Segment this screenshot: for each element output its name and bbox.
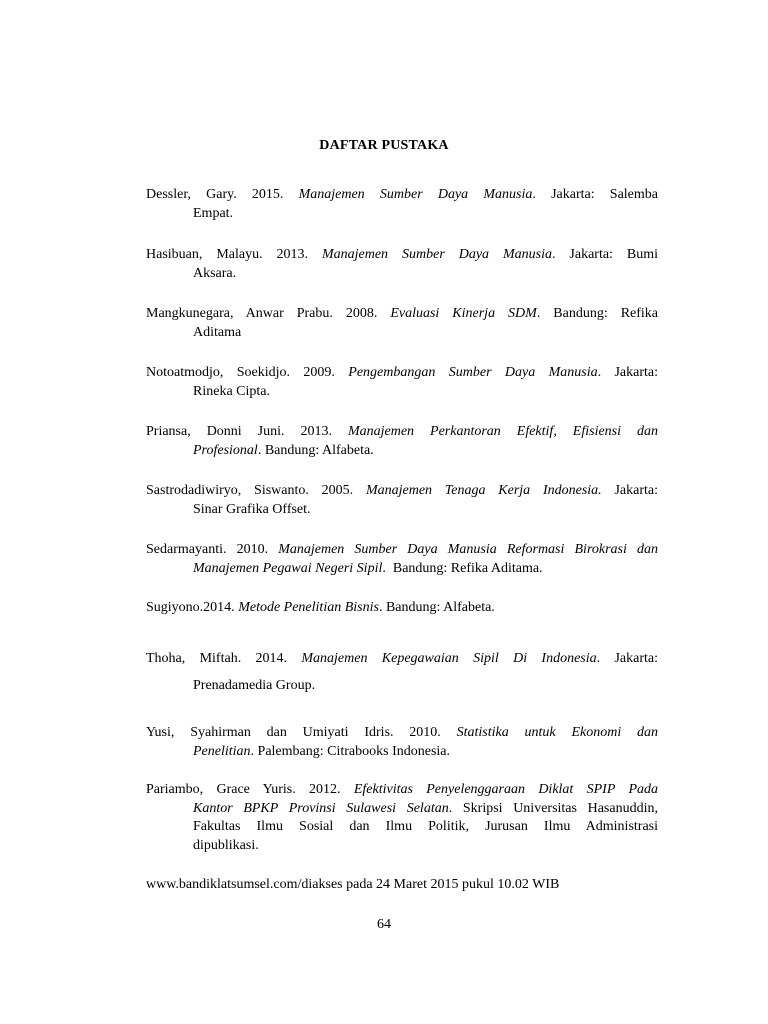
reference-entry [146,423,658,460]
reference-entry [146,541,658,578]
reference-line: www.bandiklatsumsel.com/diakses pada 24 Maret 2015 pukul 10.02 WIB [146,877,560,892]
reference-line [146,423,658,442]
reference-author: Mangkunegara, Anwar Prabu. 2008. [146,306,391,321]
reference-entry [146,482,658,519]
reference-title-continued: Manajemen Pegawai Negeri Sipil [193,560,383,576]
reference-title: Manajemen Tenaga Kerja Indonesia. [365,483,602,498]
reference-publisher: . Palembang: Citrabooks Indonesia. [250,743,451,759]
reference-continuation [146,560,658,579]
reference-publisher: . Jakarta: [596,651,658,666]
reference-continuation: Empat. [193,205,234,221]
reference-continuation: Rineka Cipta. [193,383,270,399]
reference-line [146,246,658,265]
reference-title: Statistika untuk Ekonomi dan [456,725,659,740]
reference-continuation: Fakultas Ilmu Sosial dan Ilmu Politik, Jurusan Ilmu Administrasi [193,819,658,834]
reference-line [146,482,658,501]
reference-title: Metode Penelitian Bisnis [238,600,379,615]
reference-publisher: . Bandung: Refika [536,306,659,321]
reference-author: Hasibuan, Malayu. 2013. [146,247,322,262]
reference-line [146,364,658,383]
reference-entry [146,724,658,761]
reference-entry [146,186,658,223]
reference-author: Notoatmodjo, Soekidjo. 2009. [146,365,349,380]
reference-publisher: . Jakarta: Salemba [532,187,658,202]
reference-title: Manajemen Kepegawaian Sipil Di Indonesia [301,651,597,666]
web-reference [146,876,658,895]
reference-continuation: Prenadamedia Group. [193,677,316,693]
reference-line [146,541,658,560]
reference-author: Priansa, Donni Juni. 2013. [146,424,348,439]
reference-publisher: Jakarta: [601,483,658,498]
page-title: DAFTAR PUSTAKA [319,138,449,153]
reference-line [146,186,658,205]
reference-title-continued: Profesional [193,442,258,458]
reference-author: Thoha, Miftah. 2014. [146,651,302,666]
reference-publisher: . Bandung: Alfabeta. [257,442,374,458]
reference-author: Sugiyono.2014. [146,600,239,615]
page-number: 64 [377,917,391,932]
reference-title: Manajemen Sumber Daya Manusia [298,187,533,202]
reference-publisher: . Bandung: Refika Aditama. [382,560,543,576]
reference-line [146,305,658,324]
reference-author: Sedarmayanti. 2010. [146,542,279,557]
reference-entry [146,246,658,283]
reference-entry [146,364,658,401]
reference-author: Yusi, Syahirman dan Umiyati Idris. 2010. [146,725,457,740]
reference-author: Sastrodadiwiryo, Siswanto. 2005. [146,483,366,498]
reference-title: Efektivitas Penyelenggaraan Diklat SPIP Pada [353,782,658,797]
reference-publisher: . Jakarta: [597,365,658,380]
reference-continuation: dipublikasi. [193,837,259,853]
reference-author: Pariambo, Grace Yuris. 2012. [146,782,354,797]
reference-line [146,650,658,669]
reference-title: Manajemen Sumber Daya Manusia Reformasi Birokrasi dan [278,542,658,557]
reference-title-continued: Penelitian [193,743,251,759]
reference-title: Manajemen Sumber Daya Manusia [321,247,552,262]
reference-line [146,724,658,743]
reference-publisher: . Jakarta: Bumi [551,247,658,262]
reference-continuation: Aditama [193,324,242,340]
reference-continuation [146,743,658,762]
reference-line [146,781,658,800]
reference-publisher: . Skripsi Universitas Hasanuddin, [448,800,658,816]
reference-author: Dessler, Gary. 2015. [146,187,299,202]
reference-continuation: Aksara. [193,265,237,281]
reference-entry [146,650,658,695]
reference-continuation: Sinar Grafika Offset. [193,501,311,517]
reference-line [146,599,658,618]
reference-title-continued: Kantor BPKP Provinsi Sulawesi Selatan [193,800,449,816]
reference-entry [146,781,658,855]
reference-entry [146,599,658,618]
reference-title: Pengembangan Sumber Daya Manusia [348,365,598,380]
reference-publisher: . Bandung: Alfabeta. [378,600,495,615]
reference-title: Manajemen Perkantoran Efektif, Efisiensi dan [347,424,658,439]
reference-continuation [146,800,658,819]
reference-continuation [146,442,658,461]
reference-entry [146,305,658,342]
reference-title: Evaluasi Kinerja SDM [390,306,537,321]
